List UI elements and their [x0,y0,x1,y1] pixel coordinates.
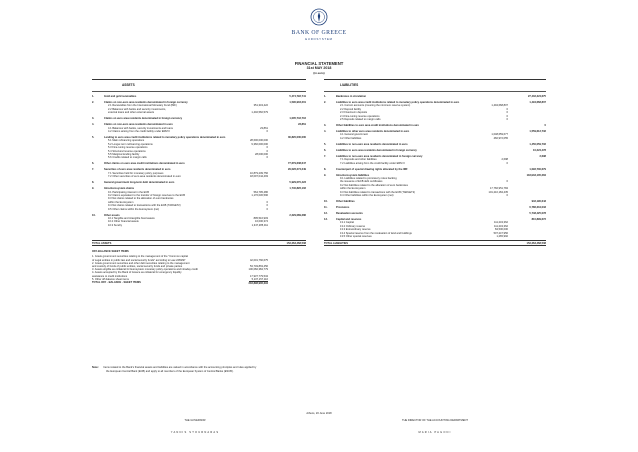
row-label: Intra-Eurosystem liabilities [336,173,370,177]
row-label: Other liabilities to euro area credit institutions denominated in euro [336,124,420,127]
row-label: 7.1 Securities held for monetary policy purposes [108,171,164,175]
row-sub-amount: 0 [506,111,508,115]
row-total-amount: 1,092,730,679 [529,167,546,171]
row-number: 4. [324,130,327,133]
note-line-2: the European Central Bank (ECB) and apply to all members of the European System of Central Banks (ESCB). [106,369,234,373]
row-total-amount: 118,933,135,284 [526,173,546,177]
off-balance-label: 4. Assets accepted by the Bank of Greece as collateral for emergency liquidity [92,271,182,275]
liabilities-row [324,212,546,216]
row-sub-amount: 0 [506,161,508,165]
row-sub-amount: 1,494,668,807 [491,104,508,108]
row-label: 4.1 General government [340,133,368,137]
bank-name: BANK OF GREECE [291,30,347,36]
row-number: 9. [92,187,95,191]
off-balance-label: 3. Assets eligible as collateral for Eurosystem monetary policy operations and intraday credit [92,268,198,272]
total-label: TOTAL LIABILITIES [324,241,348,245]
off-balance-label: 1. Greek government securities relating to the management of the "Common capital [92,255,188,259]
row-label: 4.1 Balances with banks, security investments and loans [108,126,173,130]
row-total-amount: 5,929,070,423 [289,181,306,185]
off-balance-row [92,281,306,285]
heading-rule [92,91,306,92]
row-sub-amount: 18,097,044,493 [249,175,268,179]
row-sub-amount: 0 [266,146,268,150]
row-label: 2.2 Balances with banks and security investments, [108,107,166,111]
row-sub-amount: 0 [506,180,508,184]
assets-row [92,111,306,115]
liabilities-row [324,200,546,204]
statement-unit: (in euro) [313,71,325,75]
row-label: 4.2 Other liabilities [340,136,362,140]
row-number: 2. [324,101,327,104]
row-label: 9.5 Other claims within the Eurosystem (net) [108,207,160,211]
liabilities-row [324,137,546,141]
top-rule [92,79,306,80]
row-label: Revaluation accounts [336,212,363,215]
off-balance-label: and custody of funds of public entities, social security funds and private parties [92,265,183,268]
row-label: Liabilities to non-euro area residents denominated in euro [336,142,408,146]
row-total-amount: 27,432,324,675 [527,95,546,98]
row-sub-amount: 0 [506,107,508,111]
liabilities-row [324,206,546,210]
row-label: 2.1 Current accounts (covering the minimum reserve system) [340,104,411,108]
off-balance-label: 2. Greek government securities and other debt securities relating to the management [92,261,190,265]
off-balance-amount: 218,898,906,394 [248,282,268,285]
liabilities-row [324,124,546,128]
row-label: 9.2 Claims equivalent to the transfer of foreign reserves to the ECB [108,194,185,197]
off-balance-label: 5. Other off-balance sheet items [92,277,129,281]
row-sub-amount: 16,000,374 [255,220,268,224]
row-label: 5.4 Structural reverse operations [108,149,146,153]
row-number: 3. [92,117,95,121]
assets-row [92,95,306,99]
row-label: external loans and other external assets [108,111,154,115]
row-label: 7.2 Other securities of euro area residents denominated in euro [108,175,181,179]
row-label: Claims on non-euro area residents denominated in foreign currency [104,101,188,104]
row-sub-amount: 0 [266,156,268,160]
row-sub-amount: 0 [506,114,508,118]
off-balance-label: of Legal entities in public law and social security funds" according to Law 2469/97 [92,258,186,262]
row-sub-amount: 2,698 [501,158,508,162]
row-label: 7.1 Deposits and other liabilities [340,158,377,162]
row-number: 1. [324,95,327,98]
row-label: 13.5 Other special reserves [340,235,372,238]
row-label: 9.4 Other liabilities within the Eurosystem (net) [340,194,394,197]
off-balance-label: assistance to credit institutions [92,274,128,278]
row-sub-amount: 0 [266,149,268,153]
row-sub-amount: 10,879,209,756 [249,171,268,175]
row-sub-amount: 0 [506,194,508,197]
row-number: 1. [92,95,95,98]
row-total-amount: 0 [544,124,546,127]
row-label: 9.3 Net liabilities related to transactions with the ECB (TARGET2) [340,190,416,194]
row-number: 8. [92,181,95,185]
row-total-amount: 1,590,903,201 [289,101,306,104]
note-label: Note: [92,366,99,369]
row-number: 2. [92,101,95,104]
off-balance-heading: OFF-BALANCE SHEET ITEMS [92,250,129,254]
row-sub-amount: 0 [266,200,268,204]
row-sub-amount: 84,500,000 [495,228,508,232]
row-total-amount: 1,559,612,732 [529,130,546,133]
row-total-amount: 10,224,478 [533,148,546,152]
liabilities-row [324,95,546,99]
row-sub-amount: 111,243,362 [493,221,508,225]
off-balance-amount: 17,937,779,534 [249,274,268,278]
row-label: 5.1 Main refinancing operations [108,139,145,143]
row-number: 5. [324,142,327,146]
row-sub-amount: 23,861 [260,126,268,130]
row-total-amount: 1,740,826,102 [289,187,306,191]
row-number: 10. [324,200,328,203]
row-total-amount: 77,679,608,647 [287,162,306,166]
assets-row [92,117,306,121]
row-label: Liabilities to other euro area residents denominated in euro [336,130,410,133]
row-sub-amount: 1,265,992 [496,235,508,238]
row-label: 13.3 Extraordinary reserve [340,228,371,232]
row-label: 10.1 Tangible and intangible fixed assets [108,217,155,220]
assets-column [92,79,306,341]
assets-heading: ASSETS [122,83,135,87]
liabilities-column [324,79,546,341]
governor-name: YANNIS STOURNARAS [170,431,220,434]
note [92,366,546,373]
total-label: TOTAL ASSETS [92,241,112,245]
row-label: 5.6 Credits related to margin calls [108,156,147,160]
statement-date: 31st MAY 2018 [306,66,332,70]
assets-row [92,208,306,212]
off-balance-amount: 5,107,157,116 [251,277,268,281]
row-label: Banknotes in circulation [336,95,367,98]
row-total-amount: 2,698 [539,154,546,158]
row-label: General government long-term debt denominated in euro [104,181,175,185]
row-label: Liabilities to euro area credit institutions related to monetary policy operations denominated in euro [336,101,460,104]
row-label: 13.1 Capital [340,221,354,225]
liabilities-heading: LIABILITIES [340,83,359,87]
row-label: 13.4 Special reserve from the revaluation of land and buildings [340,231,412,235]
row-label: Securities of euro area residents denominated in euro [104,168,171,172]
row-label: 4.2 Claims arising from the credit facility under ERM II [108,130,170,133]
row-sub-amount: 564,795,486 [253,190,268,194]
assets-row [92,175,306,179]
row-label: Gold and gold receivables [104,95,137,98]
row-number: 6. [92,162,95,166]
row-total-amount: 5,748,425,078 [529,212,546,215]
row-total-amount: 1,450,059,702 [529,142,546,146]
row-total-amount: 810,899,672 [531,218,546,221]
assets-row [92,130,306,134]
assets-row [92,224,306,228]
row-number: 5. [92,136,95,139]
row-label: 2.2 Deposit facility [340,107,362,111]
row-label: 13.2 Ordinary reserve [340,224,366,228]
row-sub-amount: 1,048,659,677 [491,133,508,137]
row-total-amount: 29,026,274,249 [287,168,306,172]
row-total-amount: 30,820,000,000 [287,136,306,139]
bank-logo-emblem-icon [310,8,328,28]
row-label: 10.3 Sundry [108,223,122,227]
row-number: 12. [324,212,328,215]
row-total-amount: 1,005,742,716 [289,117,306,121]
row-label: Liabilities to non-euro area residents denominated in foreign currency [336,154,423,158]
row-label: 2.3 Fixed-term deposits [340,111,368,115]
assets-row [92,156,306,160]
row-total-amount: 6,786,334,033 [529,206,546,209]
row-label: within the Eurosystem [108,200,134,204]
row-sub-amount: 507,247,956 [493,231,508,235]
total-amount: 153,263,468,508 [526,241,546,245]
row-label: Capital and reserves [336,218,362,221]
row-number: 4. [92,123,95,127]
row-label: Other claims on euro area credit institutions denominated in euro [104,162,185,166]
row-label: Claims on euro area residents denominated in foreign currency [104,117,183,121]
row-label: the issuance of ECB debt certificates [340,180,383,184]
liabilities-row [324,143,546,147]
row-label: Intra-Eurosystem claims [104,187,135,191]
row-label: 7.2 Liabilities arising from the credit facility under ERM II [340,161,405,165]
row-number: 11. [324,206,328,209]
row-label: 9.4 Net claims related to transactions with the ECB (TARGET2) [108,204,181,208]
row-label: 9.1 Participating interest in the ECB [108,190,149,194]
row-number: 6. [324,148,327,152]
row-label: 10.2 Other financial assets [108,220,139,224]
row-number: 7. [324,154,327,158]
bank-subtitle: EUROSYSTEM [305,37,333,41]
assets-row [92,162,306,166]
liabilities-row [324,162,546,166]
row-sub-amount: 28,000,000 [255,153,268,156]
row-label: 2.1 Receivables from the International Monetary Fund (IMF) [108,104,177,108]
row-label: within the Eurosystem [340,187,366,191]
note-line-1: Items related to the Bank's financial assets and liabilities are valued in accordance with the accounting principles and rules applied by [103,366,257,369]
row-label: Other assets [104,213,120,217]
row-sub-amount: 351,343,422 [253,104,268,108]
row-label: 5.5 Marginal lending facility [108,153,140,156]
row-total-amount: 23,861 [298,123,306,127]
row-label: Other liabilities [336,200,355,203]
row-sub-amount: 0 [266,204,268,208]
row-sub-amount: 9,360,000,000 [251,142,268,146]
row-total-amount: 1,494,668,807 [529,101,546,104]
off-balance-amount: 53,749,863,456 [249,265,268,268]
row-number: 3. [324,124,327,127]
row-sub-amount: 0 [266,207,268,211]
director-name: MARIA PAGONI [418,431,452,434]
liabilities-row [324,235,546,239]
row-label: 9.1 Liabilities related to promissory notes backing [340,177,397,180]
liabilities-row [324,149,546,153]
row-label: 2.5 Deposits related to margin calls [340,118,381,121]
row-total-amount: 942,190,643 [531,200,546,203]
row-number: 10. [92,213,96,217]
row-sub-amount: 101,210,184,435 [488,190,508,194]
off-balance-amount: 100,082,384,779 [248,268,268,272]
row-sub-amount: 17,766,951,784 [489,187,508,191]
row-number: 8. [324,167,327,171]
assets-row [92,181,306,185]
row-number: 9. [324,173,327,177]
total-rule-bottom [324,245,546,246]
total-rule-bottom [92,245,306,246]
row-label: Counterpart of special drawing rights allocated by the IMF [336,167,408,171]
row-number: 7. [92,168,95,172]
row-sub-amount: 0 [266,130,268,133]
row-number: 13. [324,218,328,221]
row-label: 9.2 Net liabilities related to the allocation of euro banknotes [340,183,408,187]
liabilities-row [324,168,546,172]
heading-rule [324,91,546,92]
row-label: Liabilities to euro area residents denominated in foreign currency [336,148,417,152]
row-sub-amount: 111,243,362 [493,224,508,228]
row-sub-amount: 1,402,560,579 [251,111,268,115]
row-total-amount: 2,229,089,286 [289,213,306,217]
row-label: 2.4 Fine-tuning reverse operations [340,114,380,118]
row-label: Claims on non-euro area residents denominated in euro [104,123,173,127]
row-label: 5.3 Fine-tuning reverse operations [108,146,148,150]
director-title: THE DIRECTOR OF THE ACCOUNTING DEPARTMENT [402,419,468,422]
statement-title: FINANCIAL STATEMENT [294,61,344,66]
governor-title: THE GOVERNOR [184,419,206,422]
liabilities-row [324,118,546,122]
row-label: Provisions [336,206,350,209]
off-balance-label: TOTAL OFF - BALANCE - SHEET ITEMS [92,281,141,284]
total-amount: 153,263,468,508 [286,241,306,245]
row-sub-amount: 0 [506,118,508,121]
place-date: Athens, 20 June 2018 [306,412,332,415]
row-sub-amount: 895,516,903 [253,217,268,220]
row-total-amount: 5,474,792,741 [289,95,306,98]
row-sub-amount: 1,347,285,011 [251,223,268,227]
row-sub-amount: 1,176,030,596 [251,194,268,197]
row-label: 5.2 Longer-term refinancing operations [108,142,153,146]
row-sub-amount: 460,972,055 [493,136,508,140]
row-label: 9.3 Net claims related to the allocation of euro banknotes [108,197,174,201]
liabilities-row [324,194,546,198]
row-label: Lending to euro area credit institutions related to monetary policy operations denominated in euro [104,136,226,139]
row-sub-amount: 28,600,000,000 [249,139,268,143]
top-rule [324,79,546,80]
off-balance-amount: 42,001,760,675 [249,258,268,262]
